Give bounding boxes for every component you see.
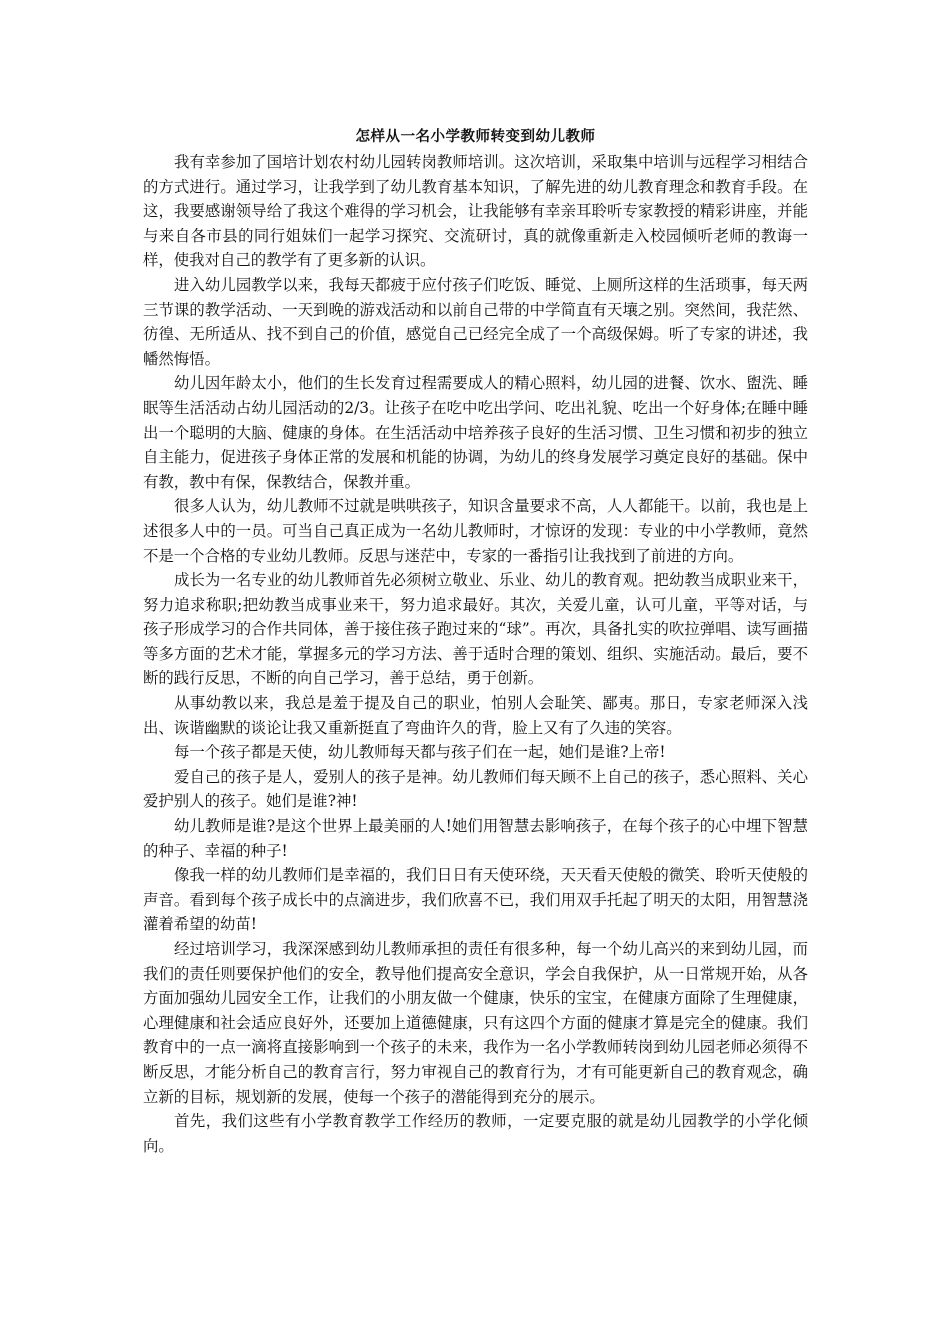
paragraph-5: 成长为一名专业的幼儿教师首先必须树立敬业、乐业、幼儿的教育观。把幼教当成职业来干，努力追求称职;把幼教当成事业来干，努力追求最好。其次，关爱儿童，认可儿童，平等对话，与孩子形成学习的合作共同体，善于接住孩子跑过来的“球”。再次，具备扎实的吹拉弹唱、读写画描等多方面的艺术才能，掌握多元的学习方法、善于适时合理的策划、组织、实施活动。最后，要不断的践行反思，不断的向自己学习，善于总结，勇于创新。	[143, 571, 808, 688]
paragraph-2: 进入幼儿园教学以来，我每天都疲于应付孩子们吃饭、睡觉、上厕所这样的生活琐事，每天两三节课的教学活动、一天到晚的游戏活动和以前自己带的中学简直有天壤之别。突然间，我茫然、彷徨、无所适从、找不到自己的价值，感觉自己已经完全成了一个高级保姆。听了专家的讲述，我幡然悔悟。	[143, 275, 808, 368]
paragraph-1: 我有幸参加了国培计划农村幼儿园转岗教师培训。这次培训，采取集中培训与远程学习相结合的方式进行。通过学习，让我学到了幼儿教育基本知识，了解先进的幼儿教育理念和教育手段。在这，我要感谢领导给了我这个难得的学习机会，让我能够有幸亲耳聆听专家教授的精彩讲座，并能与来自各市县的同行姐妹们一起学习探究、交流研讨，真的就像重新走入校园倾听老师的教诲一样，使我对自己的教学有了更多新的认识。	[143, 153, 808, 270]
paragraph-10: 像我一样的幼儿教师们是幸福的，我们日日有天使环绕，天天看天使般的微笑、聆听天使般的声音。看到每个孩子成长中的点滴进步，我们欣喜不已，我们用双手托起了明天的太阳，用智慧浇灌着希望的幼苗!	[143, 866, 808, 934]
paragraph-9: 幼儿教师是谁?是这个世界上最美丽的人!她们用智慧去影响孩子，在每个孩子的心中埋下智慧的种子、幸福的种子!	[143, 817, 808, 860]
paragraph-8: 爱自己的孩子是人，爱别人的孩子是神。幼儿教师们每天顾不上自己的孩子，悉心照料、关心爱护别人的孩子。她们是谁?神!	[143, 767, 808, 811]
document-page	[143, 126, 808, 1158]
paragraph-6: 从事幼教以来，我总是羞于提及自己的职业，怕别人会耻笑、鄙夷。那日，专家老师深入浅出、诙谐幽默的谈论让我又重新挺直了弯曲许久的背，脸上又有了久违的笑容。	[143, 694, 808, 737]
paragraph-3: 幼儿因年龄太小，他们的生长发育过程需要成人的精心照料，幼儿园的进餐、饮水、盥洗、睡眠等生活活动占幼儿园活动的2/3。让孩子在吃中吃出学问、吃出礼貌、吃出一个好身体;在睡中睡出一个聪明的大脑、健康的身体。在生活活动中培养孩子良好的生活习惯、卫生习惯和初步的独立自主能力，促进孩子身体正常的发展和机能的协调，为幼儿的终身发展学习奠定良好的基础。保中有教，教中有保，保教结合，保教并重。	[143, 374, 808, 491]
paragraph-11: 经过培训学习，我深深感到幼儿教师承担的责任有很多种，每一个幼儿高兴的来到幼儿园，而我们的责任则要保护他们的安全，教导他们提高安全意识，学会自我保护，从一日常规开始，从各方面加强幼儿园安全工作，让我们的小朋友做一个健康，快乐的宝宝，在健康方面除了生理健康，心理健康和社会适应良好外，还要加上道德健康，只有这四个方面的健康才算是完全的健康。我们教育中的一点一滴将直接影响到一个孩子的未来，我作为一名小学教师转岗到幼儿园老师必须得不断反思，才能分析自己的教育言行，努力审视自己的教育行为，才有可能更新自己的教育观念，确立新的目标，规划新的发展，使每一个孩子的潜能得到充分的展示。	[143, 940, 808, 1106]
paragraph-4: 很多人认为，幼儿教师不过就是哄哄孩子，知识含量要求不高，人人都能干。以前，我也是上述很多人中的一员。可当自己真正成为一名幼儿教师时，才惊讶的发现：专业的中小学教师，竟然不是一个合格的专业幼儿教师。反思与迷茫中，专家的一番指引让我找到了前进的方向。	[143, 497, 808, 565]
paragraph-12: 首先，我们这些有小学教育教学工作经历的教师，一定要克服的就是幼儿园教学的小学化倾向。	[143, 1112, 808, 1155]
document-title: 怎样从一名小学教师转变到幼儿教师	[355, 129, 596, 145]
paragraph-7: 每一个孩子都是天使，幼儿教师每天都与孩子们在一起，她们是谁?上帝!	[174, 743, 666, 762]
